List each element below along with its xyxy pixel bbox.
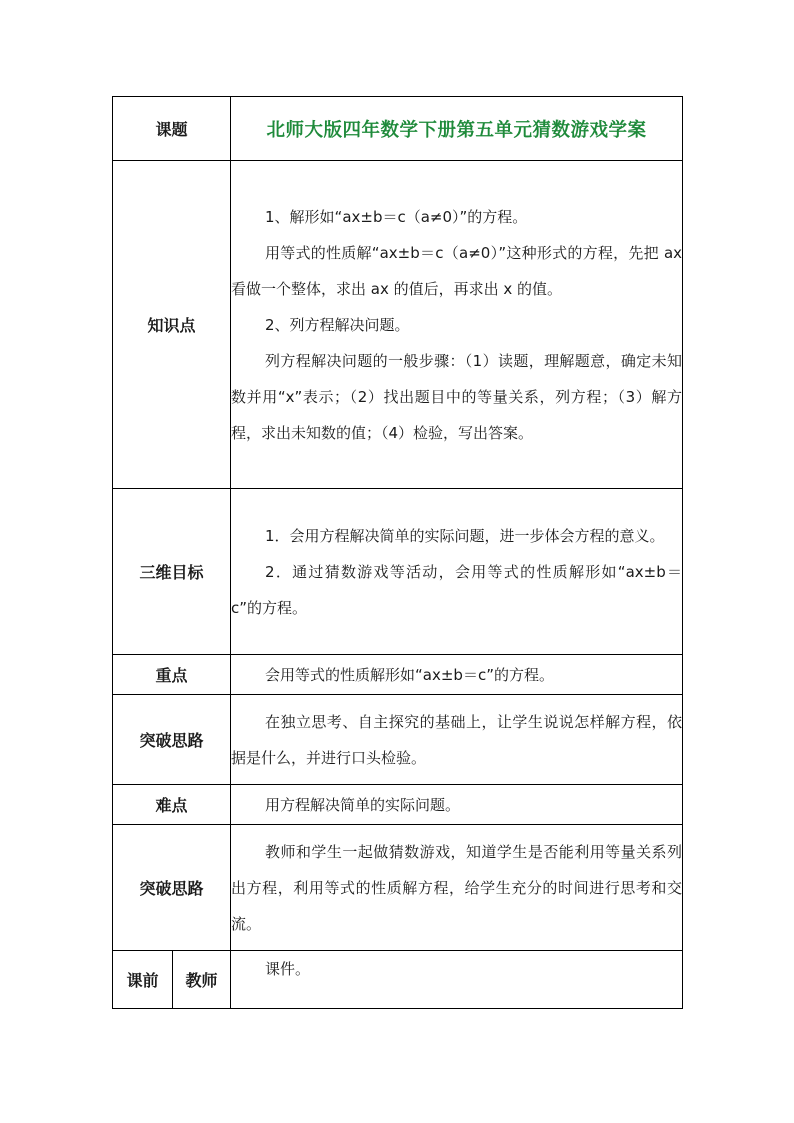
goals-content	[231, 489, 683, 655]
label-breakthrough-2: 突破思路	[113, 825, 231, 951]
row-difficulty	[113, 785, 683, 825]
row-knowledge	[113, 161, 683, 489]
label-teacher: 教师	[173, 951, 231, 1009]
breakthrough-1-content	[231, 695, 683, 785]
label-goals: 三维目标	[113, 489, 231, 655]
prep-text: 课件。	[265, 960, 311, 978]
knowledge-content	[231, 161, 683, 489]
label-knowledge: 知识点	[113, 161, 231, 489]
row-key-point	[113, 655, 683, 695]
breakthrough-2-text: 教师和学生一起做猜数游戏，知道学生是否能利用等量关系列出方程，利用等式的性质解方程，给学生充分的时间进行思考和交流。	[231, 842, 683, 933]
label-breakthrough-1: 突破思路	[113, 695, 231, 785]
key-point-text: 会用等式的性质解形如“ax±b＝c”的方程。	[265, 665, 554, 684]
label-key-point: 重点	[113, 655, 231, 695]
row-breakthrough-1	[113, 695, 683, 785]
breakthrough-1-text: 在独立思考、自主探究的基础上，让学生说说怎样解方程，依据是什么，并进行口头检验。	[231, 712, 683, 767]
label-topic: 课题	[113, 97, 231, 161]
key-point-content	[231, 655, 683, 695]
row-title	[113, 97, 683, 161]
row-prep	[113, 951, 683, 1009]
knowledge-paragraph: 列方程解决问题的一般步骤：（1）读题，理解题意，确定未知数并用“x”表示；（2）找出题目中的等量关系，列方程；（3）解方程，求出未知数的值；（4）检验，写出答案。	[231, 351, 683, 442]
lesson-plan-table	[112, 96, 683, 1009]
prep-content	[231, 951, 683, 1009]
document-title: 北师大版四年数学下册第五单元猜数游戏学案	[231, 97, 683, 161]
breakthrough-2-content	[231, 825, 683, 951]
goal-paragraph: 2．通过猜数游戏等活动，会用等式的性质解形如“ax±b＝c”的方程。	[231, 562, 683, 617]
knowledge-paragraph: 1、解形如“ax±b＝c（a≠0）”的方程。	[265, 207, 528, 226]
label-before-class: 课前	[113, 951, 173, 1009]
row-breakthrough-2	[113, 825, 683, 951]
difficulty-content	[231, 785, 683, 825]
difficulty-text: 用方程解决简单的实际问题。	[265, 795, 461, 814]
goal-paragraph: 1．会用方程解决简单的实际问题，进一步体会方程的意义。	[265, 526, 665, 545]
knowledge-paragraph: 用等式的性质解“ax±b＝c（a≠0）”这种形式的方程，先把 ax 看做一个整体，求出 ax 的值后，再求出 x 的值。	[231, 243, 683, 298]
label-difficulty: 难点	[113, 785, 231, 825]
knowledge-paragraph: 2、列方程解决问题。	[265, 315, 410, 334]
row-goals	[113, 489, 683, 655]
